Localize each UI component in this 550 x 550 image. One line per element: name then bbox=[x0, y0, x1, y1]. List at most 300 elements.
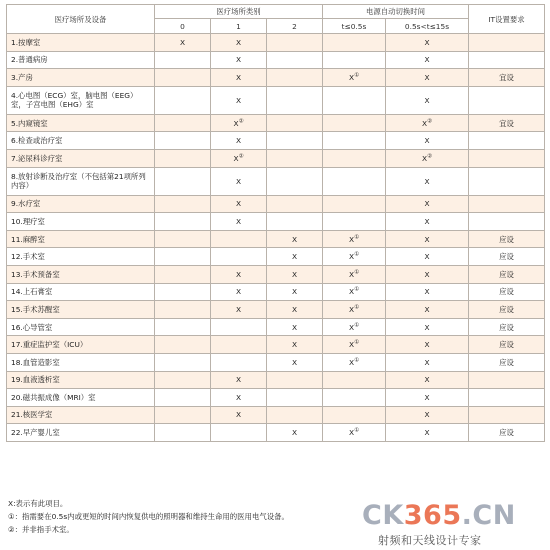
cell-it bbox=[469, 195, 545, 213]
cell-t2-value: X bbox=[424, 357, 430, 367]
cell-t2 bbox=[386, 336, 469, 354]
cell-c0 bbox=[155, 149, 211, 167]
table-row bbox=[7, 86, 545, 114]
cell-it bbox=[469, 353, 545, 371]
cell-t1 bbox=[323, 195, 386, 213]
cell-t2 bbox=[386, 389, 469, 407]
logo-brand-a: CK bbox=[362, 500, 404, 531]
cell-it-value: 应设 bbox=[499, 304, 514, 314]
table-row bbox=[7, 69, 545, 87]
cell-c1-value: X bbox=[235, 37, 242, 47]
footnote-marker: ① bbox=[354, 251, 359, 258]
cell-it-value: 应设 bbox=[499, 234, 514, 244]
footnote-marker: ① bbox=[354, 304, 359, 311]
table-row bbox=[7, 51, 545, 69]
table-row bbox=[7, 406, 545, 424]
cell-t2 bbox=[386, 248, 469, 266]
cell-t1 bbox=[323, 283, 386, 301]
cell-c1-value: X bbox=[235, 95, 242, 105]
cell-t1 bbox=[323, 114, 386, 132]
cell-c0 bbox=[155, 86, 211, 114]
cell-c0 bbox=[155, 248, 211, 266]
cell-c1 bbox=[211, 51, 267, 69]
cell-it-value: 应设 bbox=[499, 322, 514, 332]
cell-c1-value: X bbox=[235, 72, 242, 82]
cell-t2 bbox=[386, 301, 469, 319]
cell-t1-value: X bbox=[348, 357, 355, 367]
table-row bbox=[7, 265, 545, 283]
table-row bbox=[7, 371, 545, 389]
cell-t1 bbox=[323, 389, 386, 407]
cell-t1 bbox=[323, 149, 386, 167]
cell-name-value: 2.普通病房 bbox=[11, 55, 48, 65]
cell-c1 bbox=[211, 149, 267, 167]
cell-c0 bbox=[155, 132, 211, 150]
header-time-long: 0.5s<t≤15s bbox=[386, 19, 469, 34]
cell-t2 bbox=[386, 283, 469, 301]
header-cat-0: 0 bbox=[155, 19, 211, 34]
cell-it bbox=[469, 213, 545, 231]
cell-c0 bbox=[155, 34, 211, 52]
note-x: X:表示有此项目。 bbox=[8, 499, 68, 508]
cell-c0 bbox=[155, 353, 211, 371]
cell-c2 bbox=[267, 389, 323, 407]
cell-t2-value: X bbox=[424, 95, 430, 105]
cell-t2 bbox=[386, 265, 469, 283]
cell-name-value: 22.早产婴儿室 bbox=[11, 428, 60, 438]
cell-name bbox=[7, 167, 155, 195]
cell-c2 bbox=[267, 353, 323, 371]
cell-c1 bbox=[211, 213, 267, 231]
cell-c2 bbox=[267, 114, 323, 132]
cell-t2 bbox=[386, 69, 469, 87]
cell-t2-value: X bbox=[424, 304, 430, 314]
footnote-marker: ① bbox=[354, 427, 359, 434]
cell-t1 bbox=[323, 230, 386, 248]
footnote-marker: ① bbox=[354, 234, 359, 241]
logo-tagline: 射频和天线设计专家 bbox=[378, 534, 482, 547]
cell-c2 bbox=[267, 301, 323, 319]
cell-c2-value: X bbox=[291, 287, 298, 297]
cell-t2-value: X bbox=[424, 55, 430, 65]
cell-c1 bbox=[211, 230, 267, 248]
cell-name bbox=[7, 86, 155, 114]
cell-c2 bbox=[267, 132, 323, 150]
cell-c0 bbox=[155, 283, 211, 301]
cell-name-value: 8.放射诊断及治疗室（不包括第21项所列内容） bbox=[11, 172, 146, 191]
cell-t2-value: X bbox=[424, 234, 430, 244]
cell-t1 bbox=[323, 265, 386, 283]
cell-t2-value: X bbox=[424, 410, 430, 420]
cell-t1 bbox=[323, 34, 386, 52]
cell-c2 bbox=[267, 318, 323, 336]
header-cat-2: 2 bbox=[267, 19, 323, 34]
cell-t2-value: X bbox=[424, 322, 430, 332]
cell-c2-value: X bbox=[291, 428, 298, 438]
cell-t2-value: X bbox=[424, 252, 430, 262]
cell-c0 bbox=[155, 114, 211, 132]
cell-c1 bbox=[211, 195, 267, 213]
table-row bbox=[7, 389, 545, 407]
cell-t2-value: X bbox=[424, 199, 430, 209]
footnote-marker: ② bbox=[238, 118, 244, 125]
cell-c0 bbox=[155, 265, 211, 283]
cell-c2 bbox=[267, 371, 323, 389]
cell-name-value: 10.理疗室 bbox=[11, 216, 45, 226]
cell-c2 bbox=[267, 283, 323, 301]
cell-it-value: 应设 bbox=[499, 252, 514, 262]
cell-name bbox=[7, 283, 155, 301]
cell-c2-value: X bbox=[291, 269, 298, 279]
cell-it bbox=[469, 86, 545, 114]
cell-c1 bbox=[211, 265, 267, 283]
cell-t1 bbox=[323, 371, 386, 389]
cell-t2-value: X bbox=[424, 287, 430, 297]
cell-it-value: 应设 bbox=[499, 269, 514, 279]
cell-c2 bbox=[267, 86, 323, 114]
cell-c1 bbox=[211, 167, 267, 195]
cell-it bbox=[469, 283, 545, 301]
cell-t1 bbox=[323, 301, 386, 319]
cell-t2-value: X bbox=[424, 37, 430, 47]
cell-c2 bbox=[267, 51, 323, 69]
cell-c1-value: X bbox=[235, 375, 242, 385]
cell-name bbox=[7, 248, 155, 266]
logo-brand-b: 365 bbox=[403, 500, 462, 531]
header-time-short: t≤0.5s bbox=[323, 19, 386, 34]
cell-it bbox=[469, 114, 545, 132]
cell-t2 bbox=[386, 213, 469, 231]
table-row bbox=[7, 230, 545, 248]
cell-t1-value: X bbox=[348, 72, 355, 82]
table-row bbox=[7, 114, 545, 132]
cell-t2 bbox=[386, 406, 469, 424]
cell-t1 bbox=[323, 86, 386, 114]
cell-it bbox=[469, 265, 545, 283]
cell-c1 bbox=[211, 34, 267, 52]
table-row bbox=[7, 336, 545, 354]
cell-t1 bbox=[323, 406, 386, 424]
cell-t1 bbox=[323, 167, 386, 195]
cell-c0 bbox=[155, 51, 211, 69]
cell-name-value: 20.磁共振成像（MRI）室 bbox=[11, 392, 96, 402]
table-row bbox=[7, 195, 545, 213]
cell-c1 bbox=[211, 318, 267, 336]
cell-c0 bbox=[155, 213, 211, 231]
cell-c2-value: X bbox=[291, 322, 298, 332]
cell-name-value: 16.心导管室 bbox=[11, 322, 53, 332]
cell-it-value: 宜设 bbox=[499, 118, 514, 128]
header-category: 医疗场所类别 bbox=[155, 5, 323, 19]
footnote-marker: ① bbox=[354, 286, 359, 293]
cell-t1 bbox=[323, 318, 386, 336]
cell-name bbox=[7, 149, 155, 167]
cell-c2-value: X bbox=[291, 340, 298, 350]
cell-c1-value: X bbox=[235, 55, 242, 65]
cell-name bbox=[7, 318, 155, 336]
cell-t1-value: X bbox=[348, 252, 355, 262]
cell-it bbox=[469, 301, 545, 319]
cell-c0 bbox=[155, 336, 211, 354]
cell-it bbox=[469, 318, 545, 336]
footnote-marker: ① bbox=[354, 357, 359, 364]
cell-name bbox=[7, 336, 155, 354]
cell-c2-value: X bbox=[291, 357, 298, 367]
cell-it bbox=[469, 424, 545, 442]
cell-it-value: 应设 bbox=[499, 428, 514, 438]
header-cat-1: 1 bbox=[211, 19, 267, 34]
cell-c1 bbox=[211, 283, 267, 301]
cell-name bbox=[7, 406, 155, 424]
cell-c0 bbox=[155, 301, 211, 319]
table-container bbox=[6, 4, 544, 442]
cell-it bbox=[469, 371, 545, 389]
cell-t1-value: X bbox=[348, 428, 355, 438]
cell-name-value: 12.手术室 bbox=[11, 252, 45, 262]
table-row bbox=[7, 424, 545, 442]
cell-c1-value: X bbox=[235, 287, 242, 297]
cell-c2 bbox=[267, 230, 323, 248]
cell-name-value: 15.手术苏醒室 bbox=[11, 304, 60, 314]
cell-t1-value: X bbox=[348, 304, 355, 314]
cell-c2 bbox=[267, 213, 323, 231]
table-row bbox=[7, 353, 545, 371]
cell-c1 bbox=[211, 336, 267, 354]
cell-t2 bbox=[386, 167, 469, 195]
cell-t1-value: X bbox=[348, 340, 355, 350]
cell-it bbox=[469, 132, 545, 150]
cell-c1-value: X bbox=[235, 392, 242, 402]
cell-c1 bbox=[211, 248, 267, 266]
cell-c2 bbox=[267, 424, 323, 442]
cell-it bbox=[469, 336, 545, 354]
cell-c0 bbox=[155, 195, 211, 213]
cell-c0 bbox=[155, 389, 211, 407]
cell-it bbox=[469, 389, 545, 407]
cell-it bbox=[469, 149, 545, 167]
cell-c1-value: X bbox=[235, 269, 242, 279]
cell-name-value: 4.心电图（ECG）室，脑电图（EEG）室，子宫电图（EHG）室 bbox=[11, 91, 138, 110]
cell-c2-value: X bbox=[291, 234, 298, 244]
cell-t1 bbox=[323, 213, 386, 231]
cell-c0 bbox=[155, 318, 211, 336]
cell-name-value: 18.血管造影室 bbox=[11, 357, 60, 367]
cell-c0-value: X bbox=[179, 37, 186, 47]
cell-t2-value: X bbox=[424, 72, 430, 82]
cell-c0 bbox=[155, 69, 211, 87]
cell-c2 bbox=[267, 248, 323, 266]
cell-it bbox=[469, 51, 545, 69]
header-facility: 医疗场所及设备 bbox=[7, 5, 155, 34]
cell-c2 bbox=[267, 69, 323, 87]
logo-brand-c: .CN bbox=[461, 500, 516, 531]
cell-t2 bbox=[386, 424, 469, 442]
cell-c1-value: X bbox=[235, 410, 242, 420]
cell-it bbox=[469, 406, 545, 424]
cell-c0 bbox=[155, 406, 211, 424]
table-row bbox=[7, 301, 545, 319]
footnote-marker: ② bbox=[427, 118, 433, 125]
cell-t1 bbox=[323, 424, 386, 442]
logo-brand bbox=[362, 500, 516, 531]
cell-name-value: 14.上石膏室 bbox=[11, 287, 53, 297]
cell-t2 bbox=[386, 371, 469, 389]
footnote-marker: ② bbox=[427, 153, 433, 160]
cell-t2 bbox=[386, 86, 469, 114]
requirements-table bbox=[6, 4, 545, 442]
cell-t1 bbox=[323, 69, 386, 87]
header-it: IT设置要求 bbox=[469, 5, 545, 34]
cell-it-value: 应设 bbox=[499, 340, 514, 350]
cell-it-value: 应设 bbox=[499, 287, 514, 297]
footnote-marker: ① bbox=[354, 322, 359, 329]
cell-t2-value: X bbox=[424, 375, 430, 385]
cell-name bbox=[7, 213, 155, 231]
cell-c2 bbox=[267, 167, 323, 195]
cell-name-value: 5.内窥镜室 bbox=[11, 118, 48, 128]
cell-c1 bbox=[211, 86, 267, 114]
cell-t2 bbox=[386, 132, 469, 150]
cell-name bbox=[7, 195, 155, 213]
cell-name bbox=[7, 132, 155, 150]
cell-name bbox=[7, 371, 155, 389]
cell-c1 bbox=[211, 69, 267, 87]
cell-name-value: 3.产房 bbox=[11, 72, 33, 82]
cell-t2 bbox=[386, 195, 469, 213]
cell-c2 bbox=[267, 149, 323, 167]
cell-name-value: 1.按摩室 bbox=[11, 37, 41, 47]
cell-name-value: 9.水疗室 bbox=[11, 199, 41, 209]
watermark-logo bbox=[362, 500, 542, 546]
footnote-marker: ① bbox=[354, 269, 359, 276]
cell-c1 bbox=[211, 371, 267, 389]
cell-c2 bbox=[267, 34, 323, 52]
cell-c2 bbox=[267, 195, 323, 213]
cell-t2-value: X bbox=[424, 216, 430, 226]
cell-c1 bbox=[211, 353, 267, 371]
cell-t1-value: X bbox=[348, 287, 355, 297]
table-row bbox=[7, 283, 545, 301]
cell-c0 bbox=[155, 167, 211, 195]
cell-name bbox=[7, 265, 155, 283]
cell-t2-value: X bbox=[424, 392, 430, 402]
cell-t2 bbox=[386, 318, 469, 336]
cell-c1-value: X bbox=[235, 199, 242, 209]
cell-c0 bbox=[155, 371, 211, 389]
cell-t2 bbox=[386, 353, 469, 371]
cell-t2-value: X bbox=[424, 136, 430, 146]
cell-c1 bbox=[211, 406, 267, 424]
footnote-marker: ① bbox=[354, 72, 359, 79]
cell-t1-value: X bbox=[348, 269, 355, 279]
cell-t1 bbox=[323, 353, 386, 371]
cell-name-value: 19.血液透析室 bbox=[11, 375, 60, 385]
cell-name bbox=[7, 114, 155, 132]
cell-name bbox=[7, 230, 155, 248]
cell-t2 bbox=[386, 114, 469, 132]
cell-t2 bbox=[386, 51, 469, 69]
cell-c1 bbox=[211, 132, 267, 150]
cell-c0 bbox=[155, 424, 211, 442]
cell-name bbox=[7, 353, 155, 371]
cell-name bbox=[7, 424, 155, 442]
cell-c1-value: X bbox=[235, 304, 242, 314]
cell-name bbox=[7, 51, 155, 69]
cell-it bbox=[469, 230, 545, 248]
cell-name-value: 17.重症监护室（ICU） bbox=[11, 340, 88, 350]
table-row bbox=[7, 167, 545, 195]
cell-t1 bbox=[323, 336, 386, 354]
cell-c2 bbox=[267, 336, 323, 354]
cell-it bbox=[469, 248, 545, 266]
cell-t1-value: X bbox=[348, 322, 355, 332]
cell-t2-value: X bbox=[422, 118, 428, 128]
note-1: ①：指需要在0.5s内或更短的时间内恢复供电的照明器和维持生命用的医用电气设备。 bbox=[8, 512, 289, 521]
table-row bbox=[7, 34, 545, 52]
note-2: ②：并非指手术室。 bbox=[8, 525, 74, 534]
cell-t2 bbox=[386, 230, 469, 248]
cell-it bbox=[469, 34, 545, 52]
cell-t2 bbox=[386, 149, 469, 167]
cell-c2 bbox=[267, 406, 323, 424]
cell-t1 bbox=[323, 132, 386, 150]
cell-name-value: 6.检查或治疗室 bbox=[11, 136, 63, 146]
cell-it-value: 应设 bbox=[499, 357, 514, 367]
cell-c1-value: X bbox=[235, 136, 242, 146]
cell-t2 bbox=[386, 34, 469, 52]
cell-name-value: 21.核医学室 bbox=[11, 410, 53, 420]
cell-t2-value: X bbox=[424, 176, 430, 186]
cell-t2-value: X bbox=[424, 269, 430, 279]
cell-name-value: 11.麻醉室 bbox=[11, 234, 45, 244]
cell-c1 bbox=[211, 301, 267, 319]
cell-t2-value: X bbox=[424, 428, 430, 438]
cell-it-value: 宜设 bbox=[499, 72, 514, 82]
cell-c1-value: X bbox=[235, 216, 242, 226]
cell-c1 bbox=[211, 389, 267, 407]
cell-c1 bbox=[211, 424, 267, 442]
table-row bbox=[7, 132, 545, 150]
cell-c1-value: X bbox=[235, 176, 242, 186]
cell-t2-value: X bbox=[424, 340, 430, 350]
cell-t1 bbox=[323, 248, 386, 266]
cell-name bbox=[7, 389, 155, 407]
cell-name-value: 7.泌尿科诊疗室 bbox=[11, 153, 63, 163]
cell-c1 bbox=[211, 114, 267, 132]
cell-c1-value: X bbox=[233, 153, 239, 163]
table-row bbox=[7, 213, 545, 231]
cell-c1-value: X bbox=[233, 118, 239, 128]
cell-t2-value: X bbox=[422, 153, 428, 163]
cell-c2-value: X bbox=[291, 304, 298, 314]
table-body bbox=[7, 34, 545, 442]
cell-name-value: 13.手术预备室 bbox=[11, 269, 60, 279]
cell-c0 bbox=[155, 230, 211, 248]
cell-c2 bbox=[267, 265, 323, 283]
cell-t1-value: X bbox=[348, 234, 355, 244]
table-row bbox=[7, 318, 545, 336]
header-switch-time: 电源自动切换时间 bbox=[323, 5, 469, 19]
footnote-marker: ② bbox=[238, 153, 244, 160]
cell-t1 bbox=[323, 51, 386, 69]
cell-it bbox=[469, 69, 545, 87]
cell-name bbox=[7, 301, 155, 319]
cell-c2-value: X bbox=[291, 252, 298, 262]
table-row bbox=[7, 149, 545, 167]
cell-it bbox=[469, 167, 545, 195]
footnote-marker: ① bbox=[354, 339, 359, 346]
table-row bbox=[7, 248, 545, 266]
